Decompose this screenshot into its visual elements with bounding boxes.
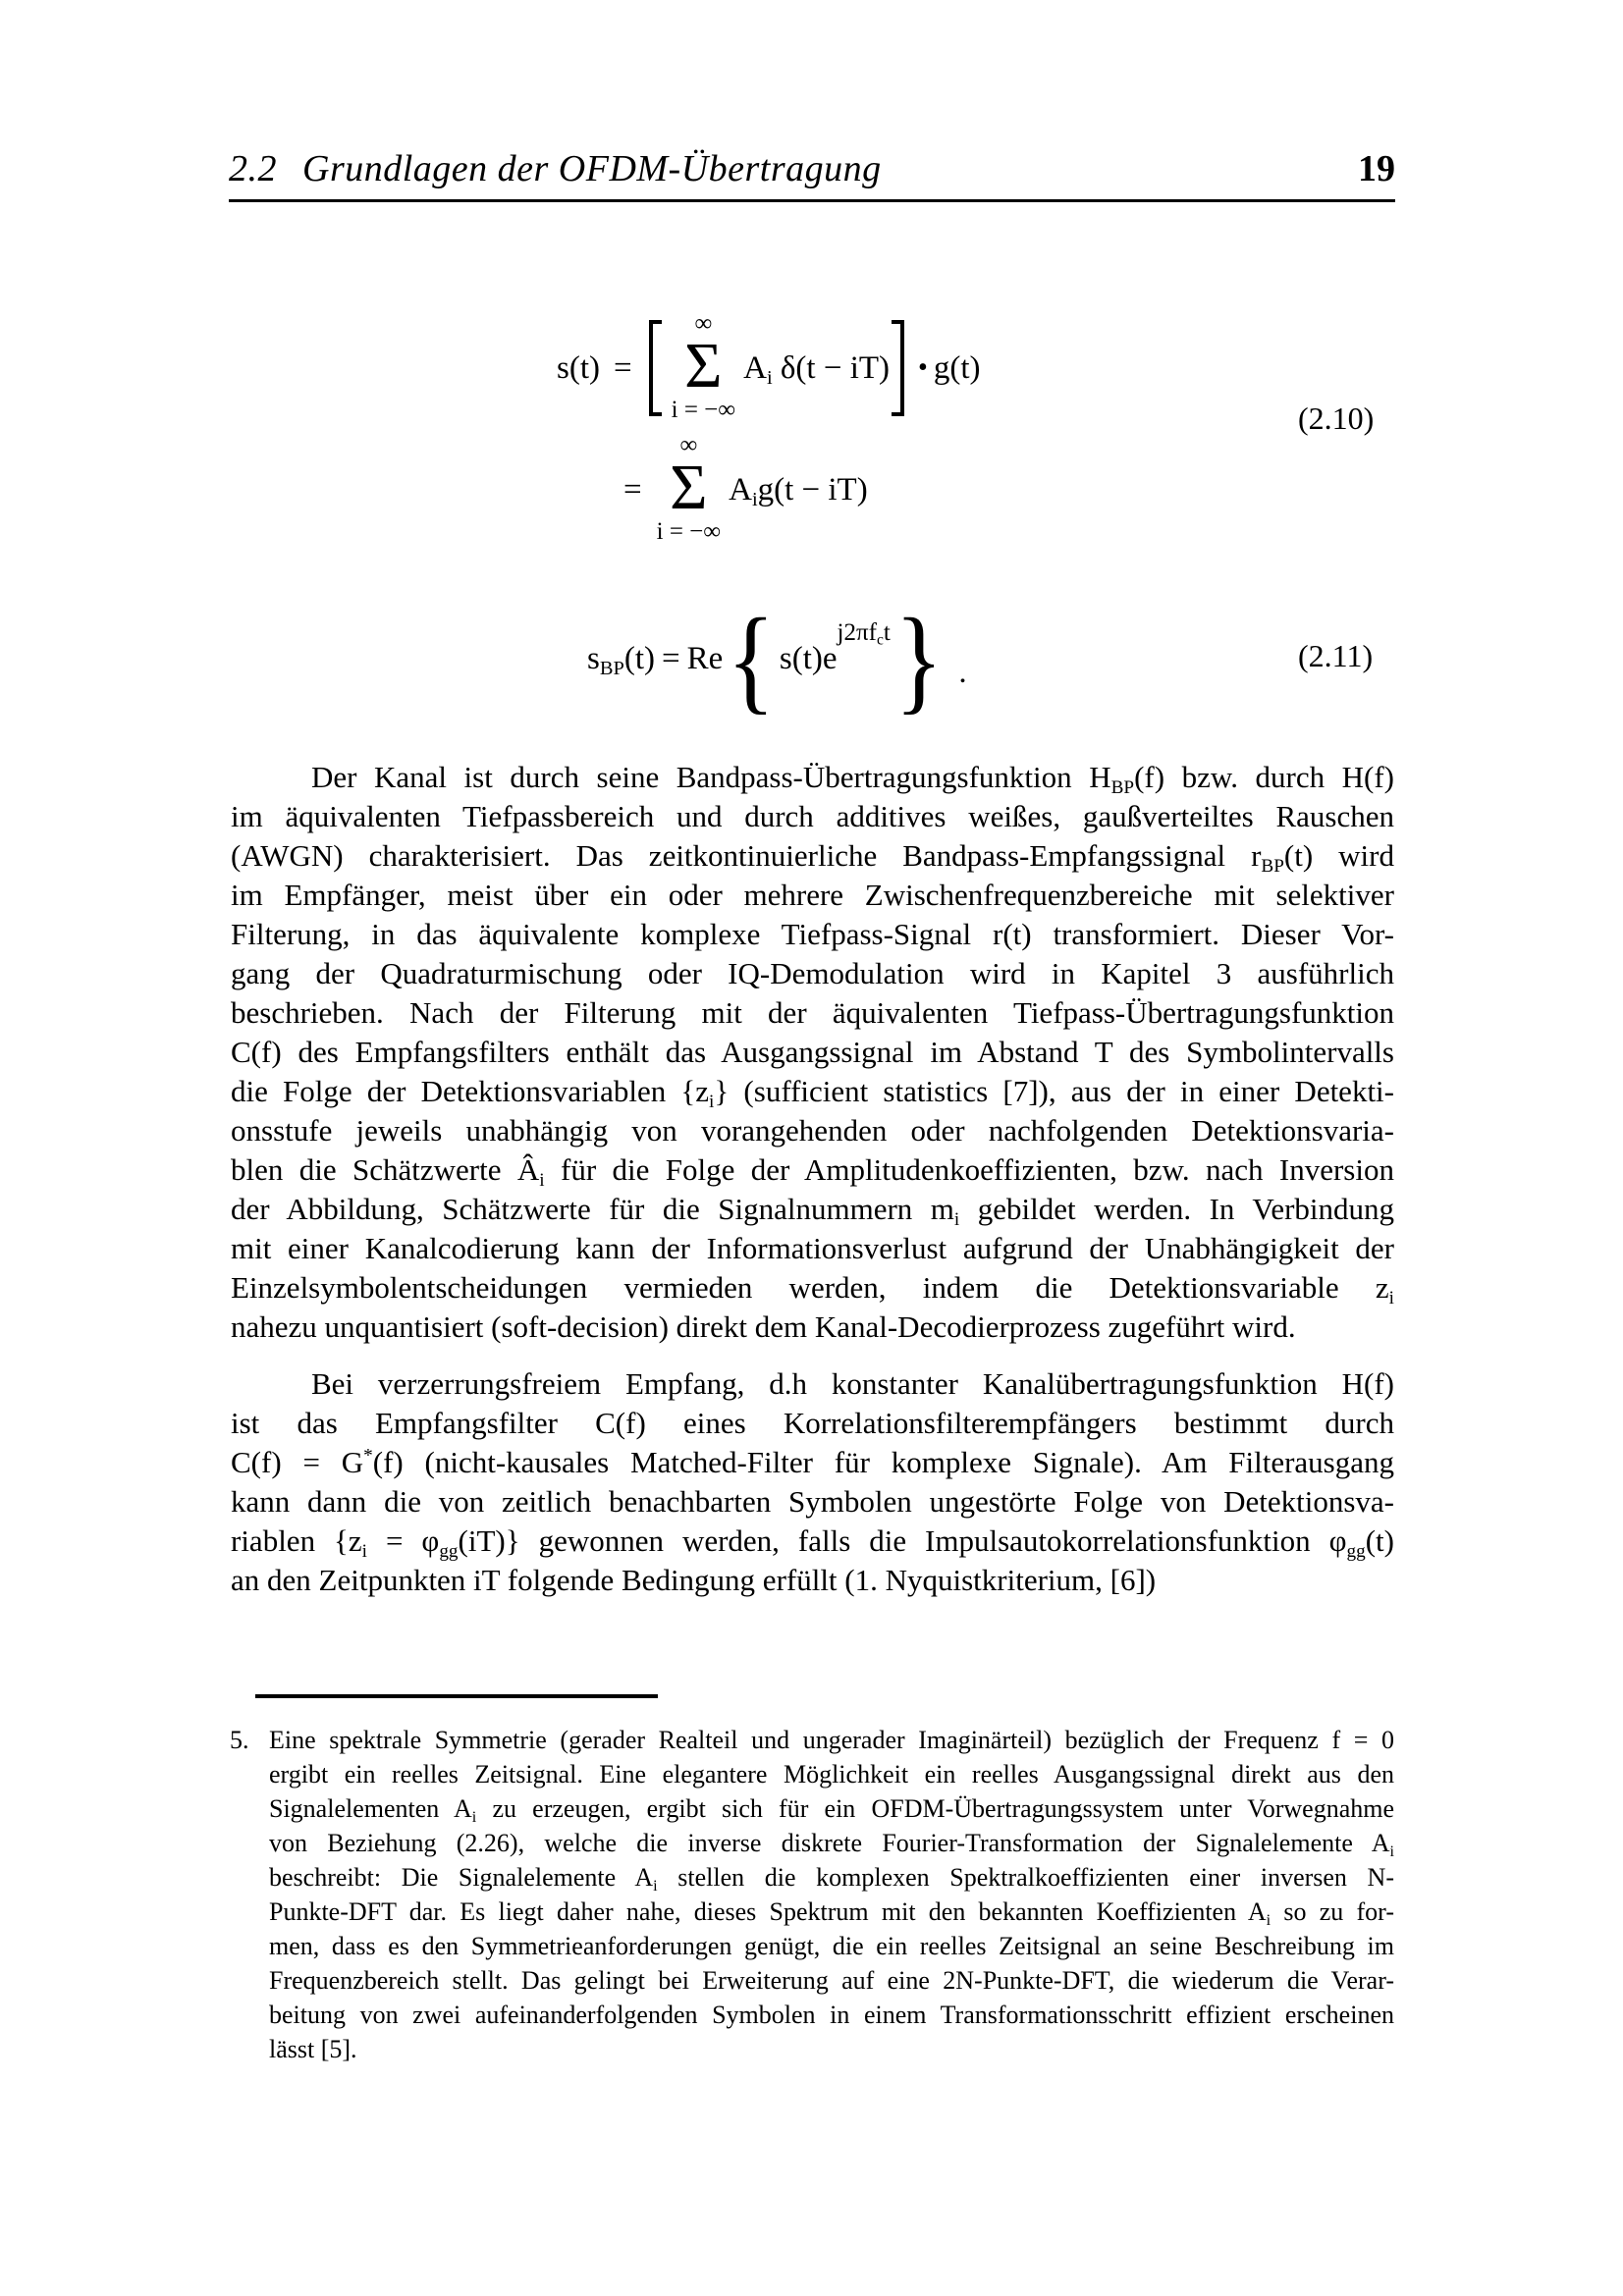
- eq-period: .: [958, 654, 967, 690]
- body-line: Einzelsymbolentscheidungen vermieden werden, indem die Detektionsvariable $z_i$: [231, 1270, 1394, 1308]
- summation-symbol: [657, 432, 721, 548]
- footnote-5: [269, 1723, 1394, 2066]
- page-header: [229, 147, 1395, 190]
- body-line: im Empfänger, meist über ein oder mehrere Zwischenfrequenzbereiche mit selektiver: [231, 878, 1394, 912]
- body-line: Filterung, in das äquivalente komplexe Tiefpass-Signal r(t) transformiert. Dieser Vor-: [231, 917, 1394, 951]
- body-line: C(f) des Empfangsfilters enthält das Ausgangssignal im Abstand T des Symbolintervalls: [231, 1035, 1394, 1069]
- paragraph-1: [231, 758, 1394, 1347]
- right-square-bracket: [892, 320, 904, 416]
- body-line: ist das Empfangsfilter C(f) eines Korrelationsfilterempfängers bestimmt durch: [231, 1406, 1394, 1440]
- eq-term-g: g(t): [933, 349, 981, 386]
- right-curly-brace: }: [894, 593, 944, 724]
- body-line: Der Kanal ist durch seine Bandpass-Übertragungsfunktion $H_{BP}(f)$ bzw. durch H(f): [311, 760, 1394, 798]
- footnote-separator-rule: [255, 1694, 658, 1698]
- re-operator: Re: [686, 640, 724, 676]
- body-line: gang der Quadraturmischung oder IQ-Demodulation wird in Kapitel 3 ausführlich: [231, 956, 1394, 990]
- sum-lower-limit: i = −∞: [656, 518, 722, 545]
- body-line: im äquivalenten Tiefpassbereich und durch additives weißes, gaußverteiltes Rauschen: [231, 799, 1394, 833]
- summation-symbol: [672, 310, 735, 426]
- body-line: nahezu unquantisiert (soft-decision) direkt dem Kanal-Decodierprozess zugeführt wird.: [231, 1309, 1296, 1344]
- body-line: blen die Schätzwerte $Â_i$ für die Folge der Amplitudenkoeffizienten, bzw. nach Inversion: [231, 1152, 1394, 1191]
- body-line: die Folge der Detektionsvariablen $\{z_i\}$ (sufficient statistics [7]), aus der in einer Detekti-: [231, 1074, 1394, 1112]
- section-number: 2.2: [229, 148, 277, 189]
- body-line: Bei verzerrungsfreiem Empfang, d.h konstanter Kanalübertragungsfunktion H(f): [311, 1366, 1394, 1401]
- footnote-line: Signalelementen $A_i$ zu erzeugen, ergibt sich für ein OFDM-Übertragungssystem unter Vorwegnahme: [269, 1794, 1394, 1826]
- sigma-glyph: Σ: [670, 452, 708, 523]
- equals-sign: =: [662, 640, 680, 676]
- paragraph-2: [231, 1364, 1394, 1600]
- equation-number-2-11: (2.11): [1298, 638, 1374, 673]
- equation-2-10-line-1: [550, 312, 980, 424]
- footnote-line: lässt [5].: [269, 2035, 357, 2063]
- footnote-line: Eine spektrale Symmetrie (gerader Realteil und ungerader Imaginärteil) bezüglich der Frequenz f = 0: [269, 1726, 1394, 1754]
- body-line: (AWGN) charakterisiert. Das zeitkontinuierliche Bandpass-Empfangssignal $r_{BP}(t)$ wird: [231, 838, 1394, 877]
- body-line: beschrieben. Nach der Filterung mit der äquivalenten Tiefpass-Übertragungsfunktion: [231, 995, 1394, 1030]
- body-line: an den Zeitpunkten iT folgende Bedingung erfüllt (1. Nyquistkriterium, [6]): [231, 1563, 1157, 1597]
- eq-base: s(t)e: [779, 640, 838, 676]
- running-section-title: [229, 147, 882, 190]
- left-square-bracket: [649, 320, 662, 416]
- body-line: C(f) = G*(f) (nicht-kausales Matched-Filter für komplexe Signale). Am Filterausgang: [231, 1445, 1394, 1479]
- body-line: riablen $\{z_i = \varphi_{gg}(iT)\}$ gewonnen werden, falls die Impulsautokorrelationsfunktion $\varphi_{gg}(t)$: [231, 1523, 1394, 1562]
- equation-number-2-10: (2.10): [1298, 400, 1375, 436]
- eq-term: $A_i$ δ(t − iT): [743, 349, 891, 389]
- footnote-line: beschreibt: Die Signalelemente $A_i$ stellen die komplexen Spektralkoeffizienten einer inversen N-: [269, 1863, 1394, 1895]
- eq-lhs: s(t): [557, 349, 600, 386]
- body-line: mit einer Kanalcodierung kann der Informationsverlust aufgrund der Unabhängigkeit der: [231, 1231, 1394, 1265]
- body-line: kann dann die von zeitlich benachbarten Symbolen ungestörte Folge von Detektionsva-: [231, 1484, 1394, 1519]
- body-line: der Abbildung, Schätzwerte für die Signalnummern $m_i$ gebildet werden. In Verbindung: [231, 1192, 1395, 1230]
- footnote-line: von Beziehung (2.26), welche die inverse diskrete Fourier-Transformation der Signalelemente $A_i$: [269, 1829, 1394, 1860]
- equation-2-11: [587, 593, 967, 724]
- sum-lower-limit: i = −∞: [671, 397, 736, 423]
- header-rule: [229, 199, 1395, 202]
- body-line: onsstufe jeweils unabhängig von vorangehenden oder nachfolgenden Detektionsvaria-: [231, 1113, 1394, 1148]
- sum-upper-limit: ∞: [679, 432, 698, 458]
- equals-sign: =: [614, 349, 632, 386]
- footnote-line: ergibt ein reelles Zeitsignal. Eine elegantere Möglichkeit ein reelles Ausgangssignal direkt aus den: [269, 1760, 1394, 1789]
- equals-sign: =: [623, 471, 642, 507]
- page-number: 19: [1358, 148, 1395, 189]
- eq-exponent: $j2\pi f_ct$: [837, 619, 891, 649]
- equation-2-10-line-2: [617, 432, 868, 545]
- left-curly-brace: {: [727, 593, 776, 724]
- footnote-marker: 5.: [230, 1726, 249, 1754]
- footnote-line: Frequenzbereich stellt. Das gelingt bei Erweiterung auf eine 2N-Punkte-DFT, die wiederum die Verar-: [269, 1966, 1394, 1995]
- footnote-line: Punkte-DFT dar. Es liegt daher nahe, dieses Spektrum mit den bekannten Koeffizienten $A_i$ so zu for-: [269, 1897, 1394, 1929]
- sum-upper-limit: ∞: [694, 310, 713, 337]
- section-title: Grundlagen der OFDM-Übertragung: [302, 148, 882, 189]
- sigma-glyph: Σ: [684, 330, 723, 401]
- eq-term: $A_ig(t - iT)$: [729, 471, 868, 510]
- convolution-dot: •: [918, 352, 928, 383]
- eq-lhs: $s_{BP}(t)$: [587, 640, 655, 679]
- footnote-line: beitung von zwei aufeinanderfolgenden Symbolen in einem Transformationsschritt effizient erscheinen: [269, 2001, 1394, 2029]
- footnote-line: men, dass es den Symmetrieanforderungen genügt, die ein reelles Zeitsignal an seine Beschreibung im: [269, 1932, 1394, 1960]
